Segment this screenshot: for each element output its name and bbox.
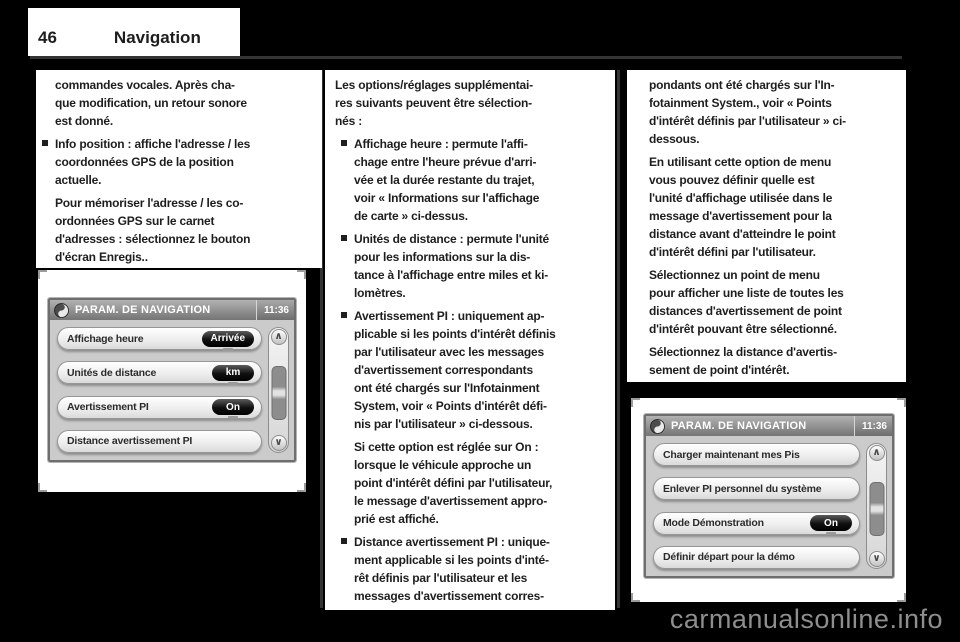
bullet-item — [36, 135, 322, 189]
text-line: le message d'avertissement appro- — [354, 494, 548, 508]
text-line: l'unité d'affichage utilisée dans le — [649, 191, 833, 205]
crop-corner-mark — [38, 270, 47, 279]
clock-readout: 11:36 — [256, 300, 294, 320]
bullet-marker — [42, 140, 48, 146]
menu-item[interactable] — [653, 546, 860, 569]
text-line: nis par l'utilisateur » ci-dessous. — [354, 417, 533, 431]
menu-item-label: Distance avertissement PI — [67, 435, 193, 448]
scroll-down-button[interactable]: ∨ — [271, 435, 287, 451]
screen-body — [646, 436, 892, 576]
text-line: est donné. — [55, 114, 114, 128]
bullet-marker — [341, 140, 347, 146]
text-line: Avertissement PI : uniquement ap- — [354, 309, 545, 323]
text-line: que modification, un retour sonore — [55, 96, 247, 110]
text-line: rêt définis par l'utilisateur et les — [354, 571, 528, 585]
menu-item[interactable] — [653, 512, 860, 535]
text-line: d'adresses : sélectionnez le bouton — [55, 232, 251, 246]
figure-nav-settings-1 — [38, 270, 306, 492]
paragraph — [36, 194, 322, 266]
text-line: d'avertissement correspondants — [354, 363, 533, 377]
header-rule — [30, 56, 902, 59]
page-number: 46 — [38, 28, 57, 47]
menu-item-label: Affichage heure — [67, 332, 144, 345]
paragraph — [325, 438, 615, 528]
text-line: messages d'avertissement corres- — [354, 589, 544, 603]
bullet-item — [325, 135, 615, 225]
bullet-marker — [341, 538, 347, 544]
scrollbar-thumb[interactable] — [869, 482, 884, 536]
screen-titlebar — [646, 416, 892, 436]
screen-title: PARAM. DE NAVIGATION — [75, 304, 211, 316]
text-line: Info position : affiche l'adresse / les — [55, 137, 251, 151]
paragraph — [627, 343, 906, 379]
menu-item-label: Enlever PI personnel du système — [663, 482, 822, 495]
text-line: lorsque le véhicule approche un — [354, 458, 532, 472]
nav-settings-swirl-icon — [54, 303, 69, 318]
text-line: System, voir « Points d'intérêt défi- — [354, 399, 547, 413]
text-line: En utilisant cette option de menu — [649, 155, 832, 169]
text-line: Distance avertissement PI : unique- — [354, 535, 550, 549]
text-line: chage entre l'heure prévue d'arri- — [354, 155, 537, 169]
clock-readout: 11:36 — [854, 416, 892, 436]
paragraph — [627, 76, 906, 148]
site-watermark: carmanualsonline.info — [669, 604, 943, 634]
text-line: Si cette option est réglée sur On : — [354, 440, 539, 454]
bullet-marker — [341, 312, 347, 318]
crop-corner-mark — [631, 593, 640, 602]
paragraph — [627, 153, 906, 261]
crop-corner-mark — [297, 270, 306, 279]
text-line: d'intérêt définis par l'utilisateur » ci- — [649, 114, 846, 128]
text-line: vée et la durée restante du trajet, — [354, 173, 535, 187]
menu-item[interactable] — [57, 361, 262, 384]
chapter-title: Navigation — [113, 28, 201, 47]
text-line: par l'utilisateur avec les messages — [354, 345, 544, 359]
menu-item[interactable] — [653, 443, 860, 466]
text-line: vous pouvez définir quelle est — [649, 173, 815, 187]
scroll-up-button[interactable]: ∧ — [869, 445, 885, 461]
paragraph — [36, 76, 322, 130]
bullet-item — [325, 307, 615, 433]
text-column-1 — [36, 70, 322, 268]
column-divider-2 — [617, 70, 620, 608]
menu-item-label: Avertissement PI — [67, 401, 149, 414]
crop-corner-mark — [297, 483, 306, 492]
text-line: Pour mémoriser l'adresse / les co- — [55, 196, 244, 210]
bullet-item — [325, 230, 615, 302]
text-line: nés : — [335, 114, 363, 128]
screen-body — [50, 320, 294, 460]
text-line: dessous. — [649, 132, 700, 146]
text-line: ont été chargés sur l'Infotainment — [354, 381, 540, 395]
text-line: pour les informations sur la dis- — [354, 250, 531, 264]
text-line: tance à l'affichage entre miles et ki- — [354, 268, 548, 282]
paragraph — [627, 266, 906, 338]
scroll-up-button[interactable]: ∧ — [271, 329, 287, 345]
scrollbar[interactable] — [268, 327, 289, 453]
value-pill[interactable]: On — [212, 399, 254, 415]
text-line: plicable si les points d'intérêt définis — [354, 327, 556, 341]
menu-list — [57, 327, 262, 453]
value-pill[interactable]: km — [212, 365, 254, 381]
text-line: Affichage heure : permute l'affi- — [354, 137, 528, 151]
nav-settings-screen — [644, 414, 894, 578]
paragraph — [325, 76, 615, 130]
menu-item[interactable] — [653, 477, 860, 500]
text-line: distances d'avertissement de point — [649, 304, 842, 318]
menu-item-label: Unités de distance — [67, 366, 157, 379]
value-pill[interactable]: Arrivée — [202, 331, 254, 347]
text-line: Sélectionnez un point de menu — [649, 268, 820, 282]
text-line: ordonnées GPS sur le carnet — [55, 214, 215, 228]
text-column-3 — [627, 70, 906, 382]
nav-settings-swirl-icon — [650, 419, 665, 434]
bullet-item — [325, 533, 615, 605]
menu-item-label: Charger maintenant mes Pis — [663, 448, 800, 461]
text-line: fotainment System., voir « Points — [649, 96, 832, 110]
text-line: voir « Informations sur l'affichage — [354, 191, 540, 205]
bullet-marker — [341, 235, 347, 241]
text-line: de carte » ci-dessus. — [354, 209, 468, 223]
text-line: res suivants peuvent être sélection- — [335, 96, 532, 110]
text-line: distance avant d'atteindre le point — [649, 227, 836, 241]
menu-list — [653, 443, 860, 569]
menu-item[interactable] — [57, 430, 262, 453]
scrollbar[interactable] — [866, 443, 887, 569]
scroll-down-button[interactable]: ∨ — [869, 551, 885, 567]
text-line: pour afficher une liste de toutes les — [649, 286, 844, 300]
text-line: d'écran Enregis.. — [55, 250, 148, 264]
text-line: message d'avertissement pour la — [649, 209, 832, 223]
nav-settings-screen — [48, 298, 296, 462]
text-line: Les options/réglages supplémentai- — [335, 78, 533, 92]
value-pill[interactable]: On — [810, 515, 852, 531]
text-column-2 — [325, 70, 615, 610]
figure-nav-settings-2 — [631, 398, 906, 602]
scrollbar-thumb[interactable] — [271, 366, 286, 420]
text-line: lomètres. — [354, 286, 406, 300]
crop-corner-mark — [897, 593, 906, 602]
text-line: prié est affiché. — [354, 512, 439, 526]
menu-item[interactable] — [57, 396, 262, 419]
menu-item-label: Définir départ pour la démo — [663, 551, 795, 564]
text-line: point d'intérêt défini par l'utilisateur, — [354, 476, 553, 490]
crop-corner-mark — [38, 483, 47, 492]
page-header — [28, 8, 240, 56]
text-line: ment applicable si les points d'inté- — [354, 553, 549, 567]
crop-corner-mark — [631, 398, 640, 407]
text-line: Unités de distance : permute l'unité — [354, 232, 550, 246]
text-line: commandes vocales. Après cha- — [55, 78, 235, 92]
text-line: Sélectionnez la distance d'avertis- — [649, 345, 837, 359]
text-line: sement de point d'intérêt. — [649, 363, 790, 377]
text-line: d'intérêt défini par l'utilisateur. — [649, 245, 816, 259]
menu-item[interactable] — [57, 327, 262, 350]
screen-title: PARAM. DE NAVIGATION — [671, 420, 807, 432]
text-line: d'intérêt pouvant être sélectionné. — [649, 322, 837, 336]
screen-titlebar — [50, 300, 294, 320]
crop-corner-mark — [897, 398, 906, 407]
text-line: pondants ont été chargés sur l'In- — [649, 78, 835, 92]
text-line: coordonnées GPS de la position — [55, 155, 234, 169]
menu-item-label: Mode Démonstration — [663, 517, 764, 530]
text-line: actuelle. — [55, 173, 102, 187]
